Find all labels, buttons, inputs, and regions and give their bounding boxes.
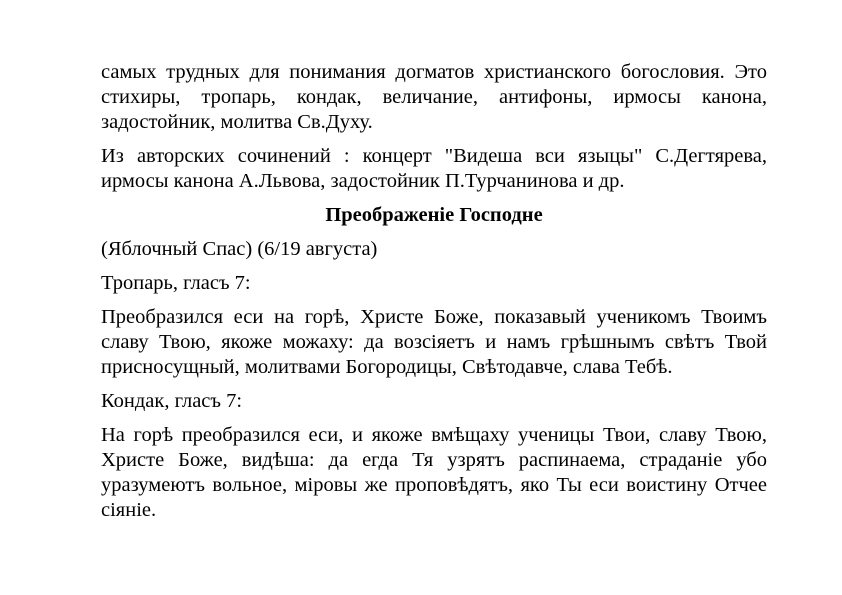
section-heading: Преображеніе Господне <box>325 204 543 226</box>
intro-paragraph-continuation: самых трудных для понимания догматов христианского богословия. Это стихиры, тропарь, кондак, величание, антифоны, ирмосы канона, задостойник, молитва Св.Духу. <box>101 61 767 133</box>
feast-subtitle: (Яблочный Спас) (6/19 августа) <box>101 238 378 260</box>
kontakion-label: Кондак, гласъ 7: <box>101 390 243 412</box>
troparion-label: Тропарь, гласъ 7: <box>101 272 251 294</box>
authored-works-paragraph: Из авторских сочинений : концерт "Видеша вси языцы" С.Дегтярева, ирмосы канона А.Львова, задостойник П.Турчанинова и др. <box>101 145 767 192</box>
troparion-text: Преобразился еси на горѣ, Христе Боже, показавый ученикомъ Твоимъ славу Твою, якоже можаху: да возсіяетъ и намъ грѣшнымъ свѣтъ Твой присносущный, молитвами Богородицы, Свѣтодавче, слава Тебѣ. <box>101 306 767 378</box>
kontakion-text: На горѣ преобразился еси, и якоже вмѣщаху ученицы Твои, славу Твою, Христе Боже, видѣша: да егда Тя узрятъ распинаема, страданіе убо уразумеютъ вольное, міровы же проповѣдятъ, яко Ты еси воистину Отчее сіяніе. <box>101 424 767 521</box>
document-body <box>101 60 767 532</box>
